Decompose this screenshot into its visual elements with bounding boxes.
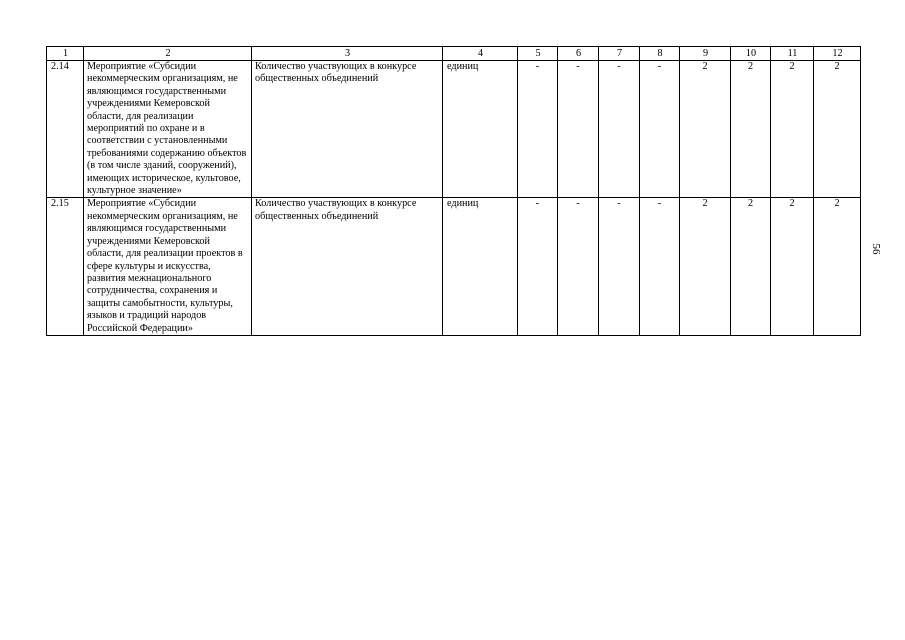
value-cell: - <box>640 198 680 335</box>
column-header: 2 <box>84 47 252 61</box>
table-row <box>47 61 861 198</box>
value-cell: 2 <box>680 198 731 335</box>
column-header: 4 <box>443 47 518 61</box>
table-header-row <box>47 47 861 61</box>
row-number-cell: 2.15 <box>47 198 84 335</box>
column-header: 11 <box>771 47 814 61</box>
row-number-cell: 2.14 <box>47 61 84 198</box>
value-cell: 2 <box>814 198 861 335</box>
value-cell: - <box>558 198 599 335</box>
unit-cell: единиц <box>443 198 518 335</box>
value-cell: 2 <box>731 198 771 335</box>
value-cell: - <box>640 61 680 198</box>
column-header: 12 <box>814 47 861 61</box>
value-cell: - <box>558 61 599 198</box>
column-header: 9 <box>680 47 731 61</box>
column-header: 3 <box>252 47 443 61</box>
column-header: 5 <box>518 47 558 61</box>
table-row <box>47 198 861 335</box>
indicator-name-cell: Количество участвующих в конкурсе общественных объединений <box>252 61 443 198</box>
event-description-cell: Мероприятие «Субсидии некоммерческим организациям, не являющимся государственными учреждениями Кемеровской области, для реализации проектов в сфере культуры и искусства, развития межнационального сотрудничества, сохранения и защиты самобытности, культуры, языков и традиций народов Российской Федерации» <box>84 198 252 335</box>
column-header: 10 <box>731 47 771 61</box>
value-cell: 2 <box>814 61 861 198</box>
value-cell: - <box>518 198 558 335</box>
value-cell: 2 <box>771 61 814 198</box>
column-header: 1 <box>47 47 84 61</box>
indicators-table <box>46 46 861 336</box>
column-header: 8 <box>640 47 680 61</box>
column-header: 6 <box>558 47 599 61</box>
value-cell: - <box>599 61 640 198</box>
page-number: 56 <box>870 243 882 255</box>
unit-cell: единиц <box>443 61 518 198</box>
column-header: 7 <box>599 47 640 61</box>
event-description-cell: Мероприятие «Субсидии некоммерческим организациям, не являющимся государственными учреждениями Кемеровской области, для реализации мероприятий по охране и в соответствии с установленными требованиями содержанию объектов (в том числе зданий, сооружений), имеющих историческое, культовое, культурное значение» <box>84 61 252 198</box>
value-cell: 2 <box>771 198 814 335</box>
value-cell: 2 <box>680 61 731 198</box>
indicator-name-cell: Количество участвующих в конкурсе общественных объединений <box>252 198 443 335</box>
value-cell: - <box>518 61 558 198</box>
value-cell: 2 <box>731 61 771 198</box>
value-cell: - <box>599 198 640 335</box>
